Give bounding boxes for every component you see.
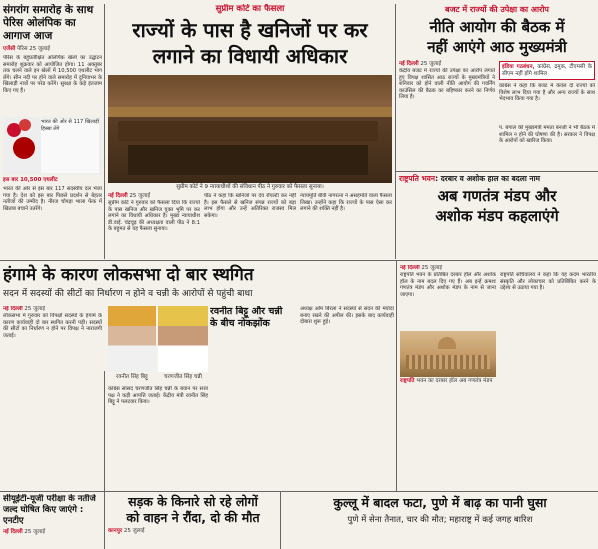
byline-date: 25 जुलाई <box>129 193 151 199</box>
flood-article <box>284 494 596 548</box>
olympics-photo-caption <box>3 177 102 184</box>
lok-sabha-headline-block <box>3 264 393 304</box>
supreme-headline-line2: लगाने का विधायी अधिकार <box>152 44 348 68</box>
olympics-body-2: भारत की ओर से इस बार 117 सदस्यीय दल भेजा गया है। देश को इस बार पिछले प्रदर्शन से बेहतर नतीजों की उम्मीद है। नीरज चोपड़ा भाला फेंक में खिताब बचाने उतरेंगे। <box>3 186 102 212</box>
olympics-headline: संगरांग समारोह के साथ पेरिस ओलंपिक का आगाज आज <box>3 4 94 42</box>
byline-date: 25 जुलाई <box>420 61 442 67</box>
byline-place: नई दिल्ली <box>399 61 419 67</box>
niti-kicker: बजट में राज्यों की उपेक्षा का आरोप <box>445 5 549 14</box>
olympics-body-1: पेरिस के बहुप्रतीक्षित ओलंपिक खेलों का उद्घाटन समारोह शुक्रवार को आयोजित होगा। 11 अक्तूबर तक चलने वाले इन खेलों में 10,500 एथलीट भाग लेंगे। सीन नदी पर होने वाले समारोह में दुनियाभर के खिलाड़ी नावों पर परेड करेंगे। सुरक्षा के कड़े इंतजाम किए गए हैं। <box>3 55 102 94</box>
flood-headline: कुल्लू में बादल फटा, पुणे में बाढ़ का पानी घुसा <box>333 495 547 510</box>
road-headline-line2: को वाहन ने रौंदा, दो की मौत <box>126 510 260 525</box>
ring-icon <box>19 119 31 131</box>
olympics-photo <box>3 117 102 175</box>
byline-place: नई दिल्ली <box>400 265 420 271</box>
supreme-court-photo <box>108 75 392 183</box>
ashoka-headline-line2: अशोक मंडप कहलाएंगे <box>435 207 559 225</box>
inset-title-line2: के बीच नोकझोंक <box>210 318 270 329</box>
lok-sabha-body-2: कांग्रेस सांसद चरणजीत सिंह चन्नी के बयान पर सत्ता पक्ष ने कड़ी आपत्ति जताई। केंद्रीय मंत्री रवनीत सिंह बिट्टू ने पलटवार किया। <box>108 386 208 406</box>
lok-sabha-headline: हंगामे के कारण लोकसभा दो बार स्थगित <box>3 265 254 285</box>
photo-caption-red: राष्ट्रपति <box>400 378 415 384</box>
byline-date: 25 जुलाई <box>24 306 46 312</box>
cuet-byline <box>3 529 102 536</box>
highlight: कांग्रेस, द्रमुक, टीएमसी के सीएम नहीं होंगे शामिल <box>502 64 592 77</box>
lok-sabha-subhead: सदन में सदस्यों की सीटों का निर्धारण न होने व चन्नी के आरोपों से पहुंची बाधा <box>3 289 253 299</box>
cuet-article <box>3 494 102 548</box>
niti-body-2: कांग्रेस ने कहा कि बजट में केवल दो राज्यों को विशेष लाभ दिया गया है और अन्य राज्यों के साथ भेदभाव किया गया है। <box>499 83 595 103</box>
road-headline-line1: सड़क के किनारे सो रहे लोगों <box>128 494 258 509</box>
lok-sabha-byline <box>3 306 102 313</box>
channi-photo <box>158 306 208 372</box>
niti-headline-line1: नीति आयोग की बैठक में <box>429 18 565 36</box>
ashoka-kicker <box>399 174 595 184</box>
ashoka-byline <box>400 265 596 272</box>
byline-place: कानपुर <box>108 528 123 534</box>
ashoka-headline-line1: अब गणतंत्र मंडप और <box>437 187 557 205</box>
ashoka-mandap-body <box>400 265 596 489</box>
lok-sabha-inset <box>108 306 208 490</box>
ashoka-mandap-article <box>399 174 595 260</box>
road-accident-article <box>108 494 278 548</box>
bittu-photo <box>108 306 156 372</box>
ashoka-body-1: राष्ट्रपति भवन के प्रतिष्ठित दरबार हॉल और अशोक हॉल के नाम बदल दिए गए हैं। अब इन्हें क्रमशः गणतंत्र मंडप और अशोक मंडप के नाम से जाना जाएगा। <box>400 272 496 298</box>
lok-sabha-inset-title <box>210 306 300 346</box>
channi-caption: चरणजीत सिंह चन्नी <box>164 374 202 380</box>
byline-place: नई दिल्ली <box>3 529 23 535</box>
lok-sabha-body-col-1 <box>3 306 102 370</box>
niti-highlight-box <box>499 61 595 80</box>
niti-aayog-article <box>399 4 595 170</box>
niti-body-1: केंद्रीय बजट में राज्यों की उपेक्षा का आरोप लगाते हुए विपक्ष शासित आठ राज्यों के मुख्यमंत्रियों ने शनिवार को होने वाली नीति आयोग की गवर्निंग काउंसिल की बैठक का बहिष्कार करने का निर्णय लिया है। <box>399 68 495 101</box>
byline-date: 25 जुलाई <box>421 265 443 271</box>
highlight-red: इंडिया गठबंधन, <box>502 64 535 70</box>
byline-date: 25 जुलाई <box>24 529 46 535</box>
lok-sabha-body-1: लोकसभा में गुरुवार को विपक्षी सदस्यों के हंगामे के कारण कार्यवाही दो बार स्थगित करनी पड़ी। सदस्यों की सीटों का निर्धारण न होने पर विपक्ष ने नाराजगी जताई। <box>3 313 102 339</box>
olympics-byline <box>3 46 102 53</box>
niti-highlight-text <box>502 64 592 77</box>
ashoka-body-2: राष्ट्रपति सचिवालय ने कहा कि यह कदम भारतीय संस्कृति और लोकाचार को प्रतिबिंबित करने के उद्देश्य से उठाया गया है। <box>500 272 596 292</box>
supreme-kicker: सुप्रीम कोर्ट का फैसला <box>215 4 285 14</box>
kicker: : दरबार व अशोक हाल का बदला नाम <box>435 174 541 183</box>
byline-place: नई दिल्ली <box>3 306 23 312</box>
niti-body-3: प. बंगाल की मुख्यमंत्री ममता बनर्जी ने भी बैठक में शामिल न होने की घोषणा की है। सरकार ने विपक्ष के आरोपों को खारिज किया। <box>499 125 595 145</box>
supreme-headline-line1: राज्यों के पास है खनिजों पर कर <box>132 18 368 42</box>
photo-caption-red: इस बार 10,500 एथलीट <box>3 177 58 183</box>
niti-byline <box>399 61 495 68</box>
supreme-photo-caption: सुप्रीम कोर्ट ने 9 न्यायाधीशों की संविधान पीठ ने गुरुवार को फैसला सुनाया। <box>176 184 324 190</box>
photo-caption: भवन का दरबार हॉल अब गणतंत्र मंडप <box>416 378 493 384</box>
left-olympics-article <box>3 4 102 259</box>
supreme-body-3: न्यायमूर्ति बीवी नागरत्ना ने असहमति वाला फैसला लिखा। उन्होंने कहा कि राज्यों के पास ऐसा कर लगाने की शक्ति नहीं है। <box>300 193 392 213</box>
torch-icon <box>13 137 35 159</box>
flood-subhead: पुणे में सेना तैनात, चार की मौत; महाराष्ट्र में कई जगह बारिश <box>347 515 533 525</box>
lok-sabha-body-3: अध्यक्ष ओम बिरला ने सदस्यों से सदन की मर्यादा बनाए रखने की अपील की। इसके बाद कार्यवाही दोबारा शुरू हुई। <box>300 306 394 326</box>
supreme-court-article <box>108 4 392 259</box>
supreme-body-1: सुप्रीम कोर्ट ने गुरुवार को फैसला दिया कि राज्यों के पास खनिज और खनिज युक्त भूमि पर कर लगाने का विधायी अधिकार है। मुख्य न्यायाधीश डी.वाई. चंद्रचूड़ की अध्यक्षता वाली पीठ ने 8:1 के बहुमत से यह फैसला सुनाया। <box>108 200 200 233</box>
byline-date: 25 जुलाई <box>29 46 50 52</box>
byline-place: पेरिस <box>17 46 28 52</box>
byline-date: 25 जुलाई <box>123 528 145 534</box>
inset-title-line1: रवनीत बिट्टू और चन्नी <box>210 306 283 317</box>
byline-source: एजेंसी <box>3 46 16 52</box>
supreme-byline <box>108 193 200 200</box>
ashoka-photo-caption <box>400 378 496 385</box>
bittu-caption: रवनीत सिंह बिट्टू <box>116 374 148 380</box>
lok-sabha-body-col-3 <box>300 306 394 490</box>
rashtrapati-bhavan-photo <box>400 331 496 377</box>
kicker-red: राष्ट्रपति भवन <box>399 174 436 183</box>
niti-headline-line2: नहीं आएंगे आठ मुख्यमंत्री <box>427 38 567 56</box>
olympics-photo-note: भारत की ओर से 117 खिलाड़ी हिस्सा लेंगे <box>41 119 99 132</box>
supreme-body-2: पीठ ने कहा कि खनिजों पर देय रॉयल्टी कर नहीं है। इस फैसले से खनिज संपन्न राज्यों को बड़ा लाभ होगा और उन्हें अतिरिक्त राजस्व मिल सकेगा। <box>204 193 296 219</box>
byline-place: नई दिल्ली <box>108 193 128 199</box>
cuet-headline: सीयूईटी-यूजी परीक्षा के नतीजे जल्द घोषित किए जाएंगे : एनटीए <box>3 494 96 526</box>
road-byline <box>108 528 278 535</box>
